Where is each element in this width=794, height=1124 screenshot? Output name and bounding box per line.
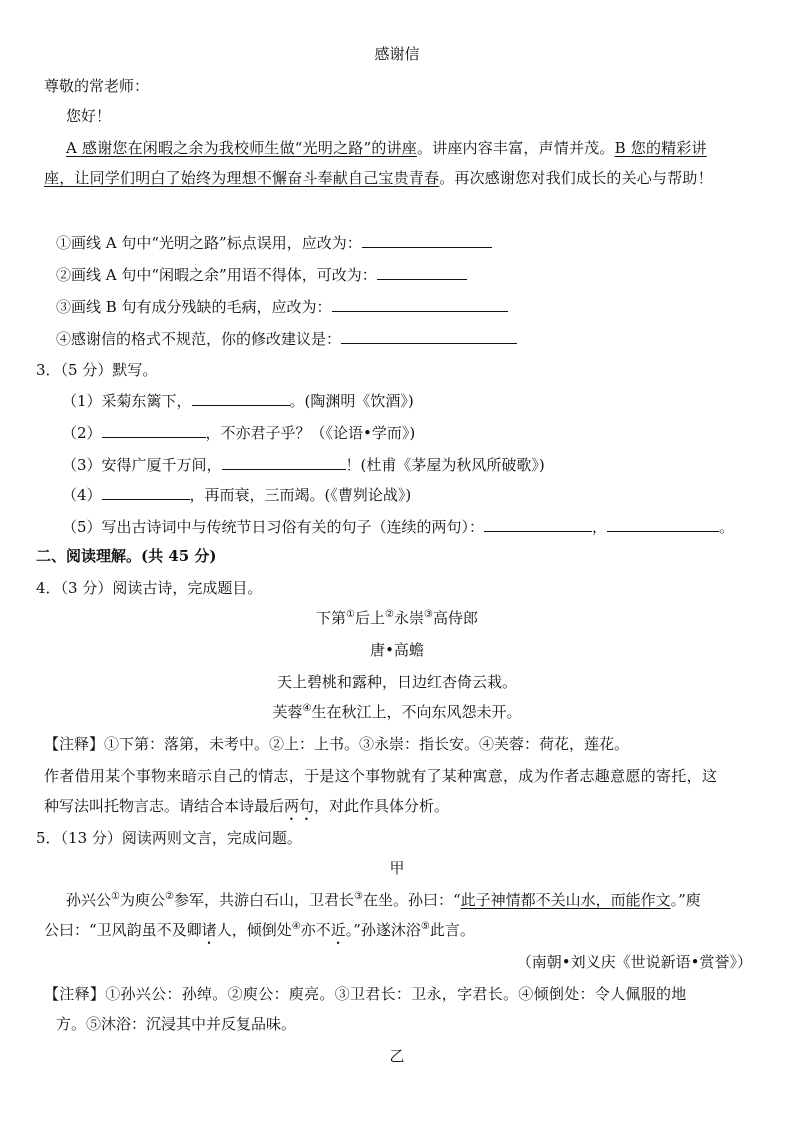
letter-greeting: 您好！ [66,107,112,125]
footnote-mark: ② [385,609,394,620]
sentence-a: A 感谢您在闲暇之余为我校师生做“光明之路”的讲座 [66,139,417,157]
q3-item-5-period: 。 [719,518,735,536]
letter-salutation: 尊敬的常老师： [44,77,150,95]
emphasized-text: 近 [330,921,346,939]
passage-text: 。”孙遂沐浴 [345,921,421,939]
passage-text: 亦不 [300,921,331,939]
q2-item-2-text: ②画线 A 句中“闲暇之余”用语不得体，可改为： [56,266,377,284]
answer-blank[interactable] [341,328,517,344]
footnote-mark: ① [346,609,355,620]
q3-item-4 [62,484,411,505]
letter-paragraph-line-2 [44,168,713,188]
q3-item-4-number: （4） [62,486,102,504]
poem-title [0,608,794,628]
emphasized-text: 两句 [284,797,315,815]
passage-jia-label: 甲 [389,859,405,877]
answer-blank[interactable] [102,422,206,438]
section-heading: 二、阅读理解。(共 45 分) [36,547,217,565]
q5-notes-line-1: 【注释】①孙兴公：孙绰。②庾公：庾亮。③卫君长：卫永，字君长。④倾倒处：令人佩服的地 [44,985,687,1003]
q5-heading: 5．（13 分）阅读两则文言，完成问题。 [36,829,302,847]
q3-heading: 3．（5 分）默写。 [36,361,158,379]
q2-item-1 [56,232,492,253]
answer-blank[interactable] [607,516,719,532]
answer-blank[interactable] [362,232,492,248]
answer-blank[interactable] [484,516,592,532]
q3-item-1-text: （1）采菊东篱下， [62,392,192,410]
passage-jia-line-1 [66,890,701,910]
q2-item-2 [56,264,467,285]
q3-item-5 [62,516,734,537]
poem-title-part: 永崇 [393,609,424,627]
poem-title-part: 后上 [355,609,386,627]
q4-notes: 【注释】①下第：落第，未考中。②上：上书。③永崇：指长安。④芙蓉：荷花，莲花。 [44,735,630,753]
poem-title-part: 高侍郎 [432,609,478,627]
passage-text: 人，倾倒处 [216,921,292,939]
emphasized-text: 诸 [201,921,217,939]
poem-title-part: 下第 [316,609,347,627]
footnote-mark: ① [111,891,120,902]
poem-author: 唐•高蟾 [370,641,424,659]
poem-line-2-part: 生在秋江上，不向东风怨未开。 [311,703,522,721]
passage-yi-label: 乙 [389,1047,405,1065]
q2-item-1-text: ①画线 A 句中“光明之路”标点误用，应改为： [56,234,362,252]
letter-title: 感谢信 [374,45,420,63]
passage-text: 公曰：“卫风韵虽不及卿 [44,921,202,939]
underlined-sentence: 此子神情都不关山水，而能作文 [460,891,671,909]
letter-text: 。讲座内容丰富，声情并茂。 [416,139,615,157]
q2-item-4-text: ④感谢信的格式不规范，你的修改建议是： [56,330,342,348]
answer-blank[interactable] [192,390,290,406]
footnote-mark: ⑤ [420,921,430,932]
q2-item-3 [56,296,508,317]
letter-paragraph-line-1 [66,138,707,158]
passage-text: 为庾公 [119,891,165,909]
footnote-mark: ③ [424,609,433,620]
answer-blank[interactable] [102,484,190,500]
q3-item-1-source: 。(陶渊明《饮酒》) [289,392,414,410]
q3-item-4-text: ，再而衰，三而竭。(《曹刿论战》) [189,486,412,504]
poem-line-2-part: 芙蓉 [272,703,303,721]
q3-item-5-text: （5）写出古诗词中与传统节日习俗有关的句子（连续的两句）： [62,518,485,536]
passage-text: 参军，共游白石山，卫君长 [173,891,354,909]
q5-notes-line-2: 方。⑤沐浴：沉浸其中并反复品味。 [56,1015,297,1033]
passage-source: （南朝•刘义庆《世说新语•赏誉》） [516,953,752,971]
poem-line-1: 天上碧桃和露种，日边红杏倚云栽。 [276,673,517,691]
q3-item-2-text: ，不亦君子乎？（《论语•学而》) [205,424,416,442]
q3-item-3 [62,454,545,475]
passage-jia-line-2 [44,920,475,948]
passage-text: 孙兴公 [66,891,112,909]
passage-text: 在坐。孙曰：“ [362,891,461,909]
q3-item-3-source: ！(杜甫《茅屋为秋风所破歌》) [345,456,545,474]
q4-heading: 4．（3 分）阅读古诗，完成题目。 [36,579,263,597]
answer-blank[interactable] [377,264,467,280]
poem-line-2 [0,702,794,722]
letter-text: 。再次感谢您对我们成长的关心与帮助！ [439,169,713,187]
q4-task-text: ，对此作具体分析。 [314,797,450,815]
q3-item-5-comma: ， [592,518,608,536]
answer-blank[interactable] [222,454,346,470]
footnote-mark: ④ [291,921,301,932]
passage-text: 此言。 [429,921,475,939]
sentence-b-end: 座，让同学们明白了始终为理想不懈奋斗奉献自己宝贵青春 [44,169,440,187]
q4-task-text: 种写法叫托物言志。请结合本诗最后 [44,797,285,815]
sentence-b-start: B 您的精彩讲 [614,139,707,157]
footnote-mark: ② [165,891,174,902]
q4-task-line-1: 作者借用某个事物来暗示自己的情志，于是这个事物就有了某种寓意，成为作者志趣意愿的寄托，这 [44,767,718,785]
answer-blank[interactable] [332,296,508,312]
q4-task-line-2 [44,796,449,824]
q2-item-3-text: ③画线 B 句有成分残缺的毛病，应改为： [56,298,332,316]
q3-item-2-number: （2） [62,424,102,442]
q3-item-2 [62,422,415,443]
q2-item-4 [56,328,517,349]
footnote-mark: ③ [353,891,363,902]
q3-item-1 [62,390,414,411]
footnote-mark: ④ [302,703,312,714]
passage-text: 。”庾 [670,891,701,909]
q3-item-3-text: （3）安得广厦千万间， [62,456,222,474]
